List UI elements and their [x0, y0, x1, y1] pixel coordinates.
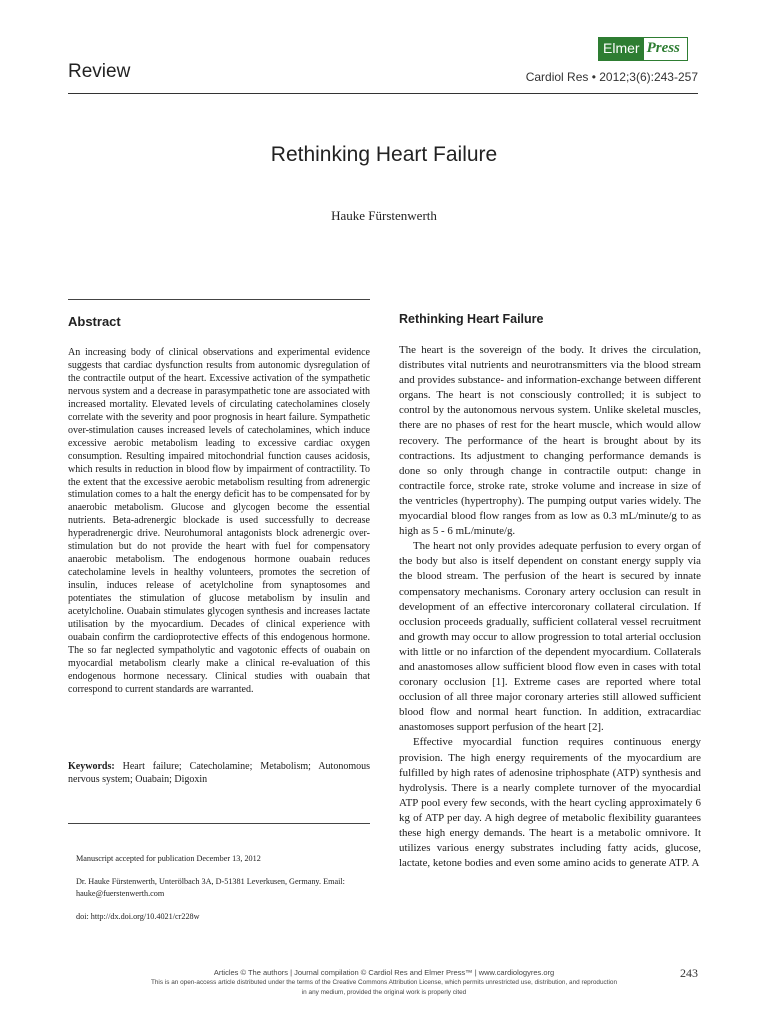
section-label: Review: [68, 61, 131, 82]
intro-paragraph: Effective myocardial function requires continuous energy provision. The high energy requirements of the myocardium are fulfilled by high rates of adenosine triphosphate (ATP) synthesis and hydrolysis. There is a nearly complete turnover of the myocardial ATP pool every few seconds, with the heart cycling approximately 6 kg of ATP per day. A high degree of metabolic flexibility guarantees these high energy demands. The heart is a metabolic omnivore. It utilizes various energy substrates including fatty acids, glucose, lactate, ketone bodies and even some amino acids to generate ATP. A: [399, 736, 701, 870]
header-rule: [68, 93, 698, 94]
intro-paragraph: The heart is the sovereign of the body. It drives the circulation, distributes vital nutrients and neurotransmitters via the blood stream and provides substance- and information-exchange between different organs. The heart is not consciously controlled; it is subject to control by the autonomous nervous system. Unlike skeletal muscles, there are no phases of rest for the heart muscle, which would allow recovery. The performance of the heart is brought about by its contractions. Its adjustment to changing performance demands is done so only through change in contractile output: change in contractile force, stroke rate, stroke volume and increase in size of the ventricles (hypertrophy). The pumping output varies widely. The myocardial blood flow ranges from as low as 0.3 mL/minute/g to as high as 5 - 6 mL/minute/g.: [399, 344, 701, 538]
intro-body: [399, 343, 701, 871]
article-author: Hauke Fürstenwerth: [331, 208, 437, 223]
page-number: 243: [680, 966, 698, 980]
article-title: Rethinking Heart Failure: [270, 143, 498, 166]
abstract-top-rule: [68, 299, 370, 300]
intro-heading: Rethinking Heart Failure: [399, 312, 544, 326]
accepted-note: Manuscript accepted for publication December 13, 2012: [76, 854, 261, 863]
abstract-heading: Abstract: [68, 314, 121, 329]
intro-paragraph: The heart not only provides adequate perfusion to every organ of the body but also is itself dependent on constant energy supply via the blood stream. The perfusion of the heart is secured by innate compensatory mechanisms. Coronary artery occlusion can result in development of an effective intercoronary collateral circulation. If occlusion proceeds gradually, sufficient collateral vessel recruitment and growth may occur to allow progression to total arterial occlusion with little or no infarction of the dependent myocardium. Collaterals and anastomoses allow sufficient blood flow even in cases with total coronary occlusion [1]. Extreme cases are reported where total occlusion of all three major coronary arteries still allowed sufficient blood flow and normal heart function. In addition, extracardiac anastomoses support perfusion of the heart [2].: [399, 540, 701, 734]
publisher-logo: [598, 37, 688, 61]
keywords-label: Keywords:: [68, 761, 115, 772]
footer-license: This is an open-access article distributed under the terms of the Creative Commons Attribution License, which permits unrestricted use, distribution, and reproduction: [150, 979, 618, 986]
logo-press-text: Press: [646, 40, 680, 56]
page-footer: [0, 967, 768, 998]
article-notes: [76, 853, 366, 933]
abstract-body: An increasing body of clinical observations and experimental evidence suggests that cardiac dysfunction results from autonomic dysregulation of the contractile output of the heart. Excessive activation of the sympathetic nervous system and a decrease in parasympathetic tone are associated with increased mortality. Elevated levels of circulating catecholamines closely correlate with the severity and poor prognosis in heart failure. Sympathetic over-stimulation causes increased levels of catecholamines, which induce excessive aerobic metabolism leading to excessive cardiac oxygen consumption. Resulting impaired mitochondrial function causes acidosis, which results in reduction in blood flow by impairment of contractility. To the extent that the excessive aerobic metabolism resulting from adrenergic stimulation comes to a halt the energy deficit has to be compensated for by anaerobic metabolism. Glucose and glycogen become the essential nutrients. Beta-adrenergic blockade is used successfully to decrease hyperadrenergic drive. Neurohumoral antagonists block adrenergic over-stimulation but do not provide the heart with fuel for compensatory anaerobic metabolism. The endogenous hormone ouabain reduces catecholamine levels in healthy volunteers, promotes the secretion of insulin, induces release of acetylcholine from synaptosomes and potentiates the stimulation of glucose metabolism by insulin and acetylcholine. Ouabain stimulates glycogen synthesis and increases lactate utilisation by the myocardium. Decades of clinical experience with ouabain confirm the cardioprotective effects of this endogenous hormone. The so far neglected sympatholytic and vagotonic effects of ouabain on myocardial metabolism clearly make a clinical re-evaluation of this endogenous hormone necessary. Clinical studies with ouabain that correspond to current standards are warranted.: [68, 347, 370, 695]
journal-citation: Cardiol Res • 2012;3(6):243-257: [525, 70, 698, 84]
author-address: Dr. Hauke Fürstenwerth, Unterölbach 3A, D-51381 Leverkusen, Germany. Email: hauke@fuerstenwerth.com: [76, 876, 345, 898]
logo-elmer-text: Elmer: [599, 38, 644, 60]
footer-license-cont: in any medium, provided the original work is properly cited: [301, 989, 467, 996]
keywords: [68, 760, 370, 786]
abstract-bottom-rule: [68, 823, 370, 824]
doi-link[interactable]: doi: http://dx.doi.org/10.4021/cr228w: [76, 911, 200, 921]
footer-copyright: Articles © The authors | Journal compilation © Cardiol Res and Elmer Press™ | www.cardiologyres.org: [213, 968, 555, 977]
keywords-list: Heart failure; Catecholamine; Metabolism; Autonomous nervous system; Ouabain; Digoxin: [68, 761, 370, 785]
